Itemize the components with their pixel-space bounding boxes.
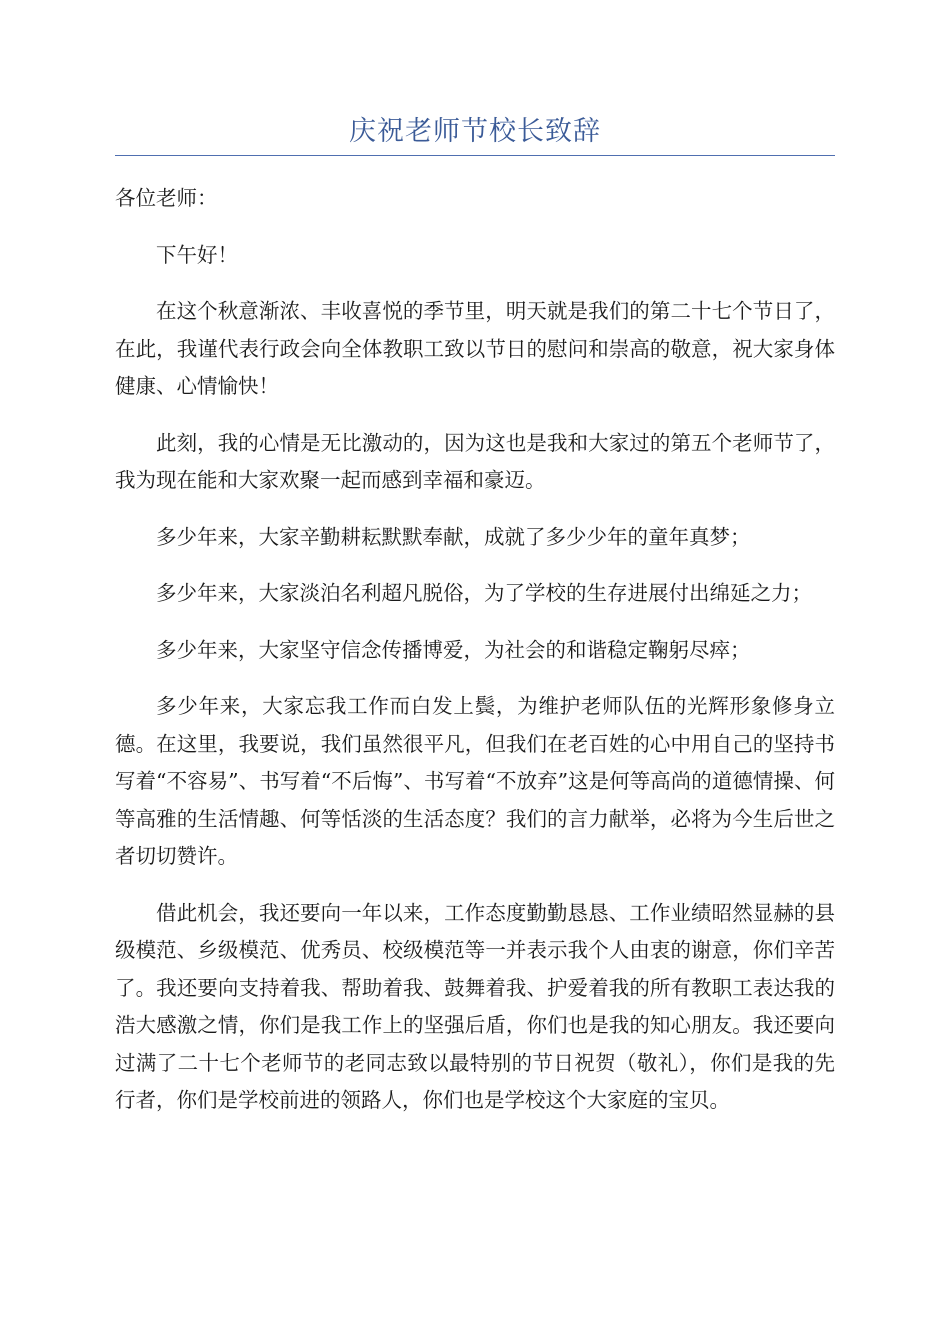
paragraph: 多少年来，大家淡泊名利超凡脱俗，为了学校的生存进展付出绵延之力； <box>156 581 812 605</box>
greeting: 下午好！ <box>156 242 238 267</box>
paragraph: 在这个秋意渐浓、丰收喜悦的季节里，明天就是我们的第二十七个节日了，在此，我谨代表行政会向全体教职工致以节日的慰问和崇高的敬意，祝大家身体健康、心情愉快！ <box>115 299 835 398</box>
paragraph: 此刻，我的心情是无比激动的，因为这也是我和大家过的第五个老师节了，我为现在能和大家欢聚一起而感到幸福和豪迈。 <box>115 430 835 492</box>
paragraph: 多少年来，大家坚守信念传播博爱，为社会的和谐稳定鞠躬尽瘁； <box>156 637 751 662</box>
paragraph: 多少年来，大家辛勤耕耘默默奉献，成就了多少少年的童年真梦； <box>156 524 751 549</box>
paragraph: 多少年来，大家忘我工作而白发上鬓，为维护老师队伍的光辉形象修身立德。在这里，我要说，我们虽然很平凡，但我们在老百姓的心中用自己的坚持书写着“不容易”、书写着“不后悔”、书写着“不放弃”这是何等高尚的道德情操、何等高雅的生活情趣、何等恬淡的生活态度？我们的言力献举，必将为今生后世之者切切赞许。 <box>115 694 835 868</box>
salutation: 各位老师： <box>115 186 218 210</box>
title-underline <box>115 155 835 156</box>
document-title: 庆祝老师节校长致辞 <box>349 116 601 147</box>
paragraph: 借此机会，我还要向一年以来，工作态度勤勤恳恳、工作业绩昭然显赫的县级模范、乡级模范、优秀员、校级模范等一并表示我个人由衷的谢意，你们辛苦了。我还要向支持着我、帮助着我、鼓舞着我、护爱着我的所有教职工表达我的浩大感激之情，你们是我工作上的坚强后盾，你们也是我的知心朋友。我还要向过满了二十七个老师节的老同志致以最特别的节日祝贺（敬礼），你们是我的先行者，你们是学校前进的领路人，你们也是学校这个大家庭的宝贝。 <box>115 900 835 1112</box>
document-body <box>115 180 835 1139</box>
